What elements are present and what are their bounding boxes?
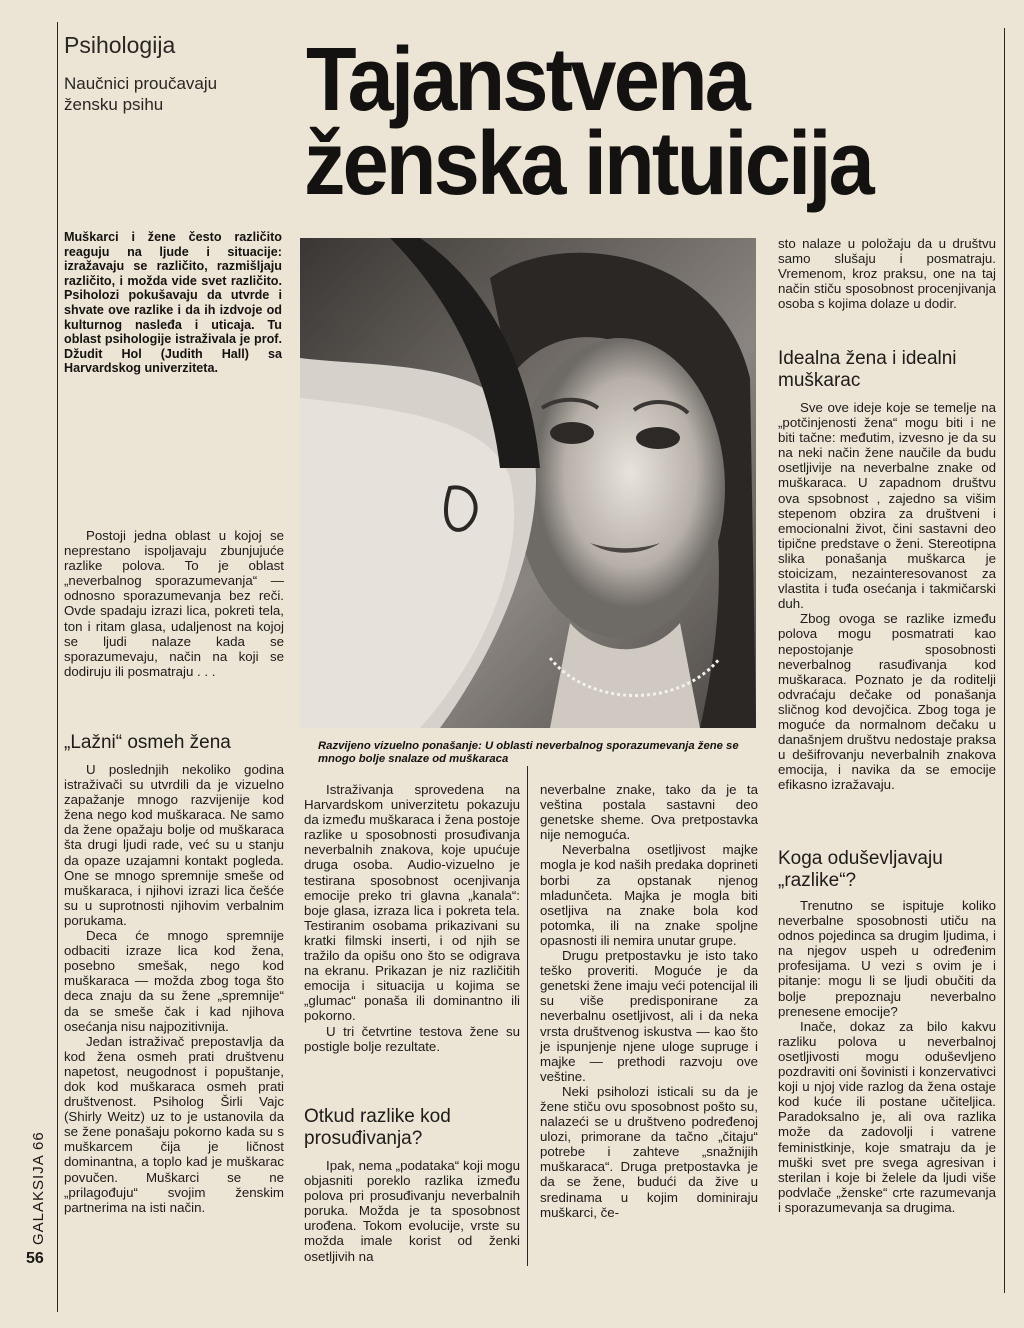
paragraph: Trenutno se ispituje koliko neverbalne sposobnosti utiču na odnos pojedinca sa drugim ljudima, i na njegov uspeh u određenim profesijama. U vezi s ovim je i pitanje: mogu li se ljudi obučiti da bolje prepoznaju neverbalno prenesene emocije?: [778, 898, 996, 1019]
column-2-text: [304, 782, 520, 1054]
intro-paragraph: [64, 528, 284, 679]
heading-ideal-woman: Idealna žena i idealni muškarac: [778, 348, 957, 391]
heading-who-delights: Koga oduševljavaju „razlike“?: [778, 848, 943, 891]
paragraph: U poslednjih nekoliko godina istraživači su utvrdili da je vizuelno zapažanje mnogo razvijenije kod žena nego kod muškaraca. Ne samo da žene opažaju bolje od muškaraca šta drugi ljudi rade, već su u stanju da opaze uzajamni kontakt pogleda. One se mnogo spremnije smeše od muškaraca, i njihovi izrazi lica češće su u suprotnosti njihovim verbalnim porukama.: [64, 762, 284, 928]
paragraph: neverbalne znake, tako da je ta veština postala sastavni deo genetske sheme. Ova pretpostavka nije nemoguća.: [540, 782, 758, 843]
intro-text: Postoji jedna oblast u kojoj se neprestano ispoljavaju zbunjujuće razlike polova. To je oblast „neverbalnog sporazumevanja“ — odnosno sporazumevanja bez reči. Ovde spadaju izrazi lica, pokreti tela, ton i ritam glasa, udaljenost na kojoj se ljudi nalaze kada se sporazumevaju, način na koji se dodiruju ili posmatraju . . .: [64, 528, 284, 679]
paragraph: U tri četvrtine testova žene su postigle bolje rezultate.: [304, 1023, 520, 1054]
column-4-text: [778, 400, 996, 792]
paragraph: Istraživanja sprovedena na Harvardskom univerzitetu pokazuju da između muškaraca i žena postoje razlike u sposobnosti prosuđivanja neverbalnih znakova, koje upućuje druga osoba. Audio-vizuelno je testirana sposobnost ocenjivanja emocije preko tri glavna „kanala“: boje glasa, izraza lica i pokreta tela. Testiranim osobama prikazivani su kratki filmski inserti, i od njih se tražilo da opišu ono što se odigrava na ekranu. Prikazan je niz različitih emocija i situacija u kojima se „glumac“ ponaša ili dominantno ili pokorno.: [304, 782, 520, 1024]
column-4-intro: [778, 236, 996, 311]
portrait-of-woman-photo: [300, 238, 756, 728]
paragraph: Inače, dokaz za bilo kakvu razliku polova u neverbalnoj osetljivosti mogu oduševljeno pozdraviti oni šovinisti i konzervativci koji u njoj vide razlog da žena ostaje kod kuće ili postane učiteljica. Paradoksalno je, ali ova razlika može da zadovolji i vatrene feministkinje, koje smatraju da je muški svet pre svega agresivan i sterilan i koje bi želele da ljudi više podvlače „ženske“ crte razumevanja i sporazumevanja sa drugima.: [778, 1018, 996, 1215]
paragraph: Zbog ovoga se razlike između polova mogu posmatrati kao nepostojanje sposobnosti neverbalnog rasuđivanja kod muškaraca. Poznato je da roditelji odvraćaju dečake od ponašanja sličnog kod devojčica. Zbog toga je moguće da normalnom dečaku u današnjem društvu nedostaje praksa u dešifrovanju neverbalnih znakova emocija, i navika da se emocije efikasno izražavaju.: [778, 611, 996, 793]
lead-paragraph: Muškarci i žene često različito reaguju na ljude i situacije: izražavaju se različito, razmišljaju različito, i možda vide svet različito. Psiholozi pokušavaju da utvrde i shvate ove razlike i da ih izdvoje od kulturnog nasleđa i uticaja. Tu oblast psihologije istraživala je prof. Džudit Hol (Judith Hall) sa Harvardskog univerziteta.: [64, 230, 282, 376]
paragraph: Neki psiholozi isticali su da je žene stiču ovu sposobnost pošto su, nalazeći se u društveno podređenoj ulozi, primorane da tačno „čitaju“ potrebe i zahteve „snažnijih muškaraca“. Druga pretpostavka je da se žene, budući da žive u sredinama u kojim dominiraju muškarci, če-: [540, 1083, 758, 1220]
column-3-text: [540, 782, 758, 1220]
paragraph: Drugu pretpostavku je isto tako teško proveriti. Moguće je da genetski žene imaju veći potencijal ili su više predisponirane za neverbalnu osetljivost, ali i da neka vrsta društvenog iskustva — kao što je ispunjenje njene uloge supruge i majke — prethodi razvoju ove veštine.: [540, 948, 758, 1084]
magazine-name: GALAKSIJA 66: [30, 1131, 47, 1245]
left-margin-rule: [57, 22, 58, 1312]
paragraph: Deca će mnogo spremnije odbaciti izraze lica kod žena, posebno smešak, nego kod muškaraca — možda zbog toga što deca znaju da su žene „spremnije“ da se smeše čak i kad njihova osećanja nisu najpozitivnija.: [64, 928, 284, 1034]
headline-line-2: ženska intuicija: [304, 114, 872, 214]
portrait-photo: [300, 238, 756, 728]
paragraph: Jedan istraživač prepostavlja da kod žena osmeh prati društvenu napetost, neugodnost i popuštanje, dok kod muškaraca osmeh prati društvenost. Psiholog Širli Vajc (Shirly Weitz) uz to je ustanovila da se žene ponašaju pokorno kada su s muškarcem čija je ličnost dominantna, a toplo kad je muškarac povučen. Muškarci se ne „prilagođuju“ svojim ženskim partnerima na isti način.: [64, 1033, 284, 1215]
column-1-text: [64, 762, 284, 1215]
section-label: Psihologija: [64, 32, 176, 58]
page-number: 56: [26, 1250, 44, 1267]
heading-false-smile: „Lažni“ osmeh žena: [64, 732, 231, 753]
headline-line-1: Tajanstvena: [306, 30, 749, 130]
column-rule-2-3: [527, 766, 528, 1266]
right-margin-rule: [1004, 28, 1005, 1293]
paragraph: sto nalaze u položaju da u društvu samo slušaju i posmatraju. Vremenom, kroz praksu, one na taj način stiču sposobnost procenjivanja osoba s kojima dolaze u dodir.: [778, 236, 996, 312]
paragraph: Ipak, nema „podataka“ koji mogu objasniti poreklo razlika između polova pri prosuđivanju neverbalnih poruka. Možda je ta sposobnost urođena. Tokom evolucije, vrste su možda imale korist od ženki osetljivih na: [304, 1158, 520, 1264]
heading-where-differences: Otkud razlike kod prosuđivanja?: [304, 1106, 451, 1149]
paragraph: Sve ove ideje koje se temelje na „potčinjenosti žena“ mogu biti i ne biti tačne: međutim, izvesno je da su na neki način žene naučile da budu osetljivije na neverbalne znake od muškaraca. U zapadnom društvu ova spsobnost , zajedno sa višim stepenom obzira za društveni i emocionalni život, čini sastavni deo tipične predstave o ženi. Stereotipna slika ponašanja muškarca je stoicizam, nezainteresovanost za vlastita i tuđa osećanja i takmičarski duh.: [778, 400, 996, 612]
photo-caption: Razvijeno vizuelno ponašanje: U oblasti neverbalnog sporazumevanja žene se mnogo bolje snalaze od muškaraca: [318, 740, 739, 765]
column-2-text-continued: [304, 1158, 520, 1264]
kicker: Naučnici proučavaju žensku psihu: [64, 74, 218, 114]
column-4-text-continued: [778, 898, 996, 1215]
paragraph: Neverbalna osetljivost majke mogla je kod naših predaka doprineti borbi za opstanak njenog mladunčeta. Majka je mogla biti osetljiva na znake bola kod potomka, ili na znake spoljne opasnosti ili nemira unutar grupe.: [540, 842, 758, 948]
